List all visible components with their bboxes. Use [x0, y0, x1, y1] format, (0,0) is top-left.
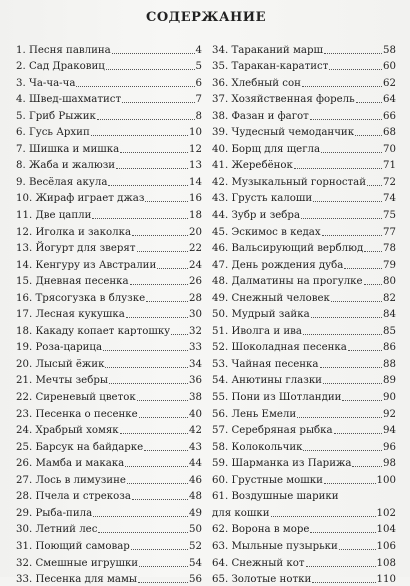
toc-entry-page-number: 104	[377, 523, 396, 536]
toc-entry-page-number: 62	[383, 77, 396, 90]
toc-entry	[212, 387, 396, 404]
toc-entry-page-number: 64	[383, 93, 396, 106]
toc-entry-page-number: 71	[383, 159, 396, 172]
toc-entry-title: 6. Гусь Архип	[16, 126, 90, 139]
toc-entry	[16, 239, 202, 256]
toc-entry-title: 31. Поющий самовар	[16, 540, 130, 553]
dot-leader	[139, 417, 188, 418]
toc-entry-page-number: 90	[383, 391, 396, 404]
dot-leader	[301, 218, 382, 219]
toc-entry-title: 22. Сиреневый цветок	[16, 391, 136, 404]
dot-leader	[92, 218, 188, 219]
toc-entry	[16, 189, 202, 206]
toc-entry-title: 3. Ча-ча-ча	[16, 77, 75, 90]
toc-entry	[212, 40, 396, 57]
toc-entry-title: 65. Золотые нотки	[212, 573, 311, 586]
dot-leader	[132, 499, 188, 500]
toc-entry-page-number: 28	[189, 292, 202, 305]
toc-entry-title: 28. Пчела и стрекоза	[16, 490, 131, 503]
toc-entry-page-number: 80	[383, 275, 396, 288]
dot-leader	[271, 516, 376, 517]
toc-entry-title: 61. Воздушные шарики	[212, 490, 339, 503]
toc-entry-page-number: 88	[383, 358, 396, 371]
toc-entry-page-number: 110	[377, 573, 396, 586]
toc-entry-page-number: 89	[383, 374, 396, 387]
dot-leader	[130, 284, 188, 285]
toc-entry-title: 27. Лось в лимузине	[16, 474, 126, 487]
dot-leader	[324, 483, 376, 484]
toc-entry-title: 35. Таракан-каратист	[212, 60, 328, 73]
toc-entry-page-number: 72	[383, 176, 396, 189]
toc-entry-title: 59. Шарманка из Парижа	[212, 457, 351, 470]
toc-entry	[16, 570, 202, 586]
toc-entry-title: 12. Иголка и заколка	[16, 226, 131, 239]
toc-entry	[16, 470, 202, 487]
dot-leader	[127, 483, 188, 484]
toc-entry-title: 11. Две цапли	[16, 209, 91, 222]
toc-entry-title: 47. День рождения дуба	[212, 259, 343, 272]
toc-columns	[16, 40, 396, 586]
toc-entry-page-number: 60	[383, 60, 396, 73]
dot-leader	[132, 235, 188, 236]
dot-leader	[348, 350, 382, 351]
toc-entry	[212, 437, 396, 454]
toc-entry	[212, 536, 396, 553]
toc-entry-title: 52. Шоколадная песенка	[212, 341, 347, 354]
toc-entry-page-number: 54	[189, 557, 202, 570]
toc-entry	[16, 421, 202, 438]
toc-entry-title: 2. Сад Драковиц	[16, 60, 105, 73]
dot-leader	[367, 185, 382, 186]
toc-entry-title: 15. Дневная песенка	[16, 275, 129, 288]
toc-entry	[16, 487, 202, 504]
toc-entry-page-number: 44	[189, 457, 202, 470]
toc-entry-page-number: 50	[189, 523, 202, 536]
toc-entry	[16, 40, 202, 57]
toc-entry-title: 46. Вальсирующий верблюд	[212, 242, 363, 255]
toc-entry-title: 63. Мыльные пузырьки	[212, 540, 338, 553]
toc-entry-page-number: 98	[383, 457, 396, 470]
toc-entry-title: 8. Жаба и жалюзи	[16, 159, 115, 172]
toc-entry-page-number: 49	[189, 507, 202, 520]
toc-entry-title: 4. Швед-шахматист	[16, 93, 121, 106]
toc-entry	[16, 305, 202, 322]
dot-leader	[145, 201, 188, 202]
toc-entry-page-number: 32	[189, 325, 202, 338]
toc-entry-title: 33. Песенка для мамы	[16, 573, 137, 586]
dot-leader	[355, 135, 382, 136]
dot-leader	[329, 69, 382, 70]
toc-entry-page-number: 8	[196, 110, 202, 123]
toc-entry-title: 44. Зубр и зебра	[212, 209, 300, 222]
toc-entry-page-number: 22	[189, 242, 202, 255]
toc-entry-title: 18. Какаду копает картошку	[16, 325, 170, 338]
toc-entry	[212, 90, 396, 107]
toc-entry-title: 53. Чайная песенка	[212, 358, 319, 371]
toc-entry-title: 7. Шишка и мишка	[16, 143, 119, 156]
toc-entry-page-number: 86	[383, 341, 396, 354]
toc-entry	[212, 520, 396, 537]
toc-entry-title: 13. Йогурт для зверят	[16, 242, 136, 255]
toc-entry-title: 40. Борщ для щегла	[212, 143, 320, 156]
toc-entry-title: 48. Далматины на прогулке	[212, 275, 363, 288]
toc-entry-title: 14. Кенгуру из Австралии	[16, 259, 156, 272]
toc-entry-page-number: 6	[196, 77, 202, 90]
dot-leader	[137, 251, 189, 252]
toc-left-column	[16, 40, 202, 586]
dot-leader	[306, 566, 376, 567]
dot-leader	[310, 119, 382, 120]
toc-entry-page-number: 92	[383, 408, 396, 421]
toc-entry-title: 26. Мамба и макака	[16, 457, 124, 470]
toc-entry-page-number: 100	[377, 474, 396, 487]
toc-entry	[16, 90, 202, 107]
dot-leader	[322, 235, 382, 236]
toc-entry-page-number: 75	[383, 209, 396, 222]
toc-entry	[212, 123, 396, 140]
toc-entry	[212, 205, 396, 222]
dot-leader	[125, 466, 188, 467]
dot-leader	[320, 367, 383, 368]
dot-leader	[139, 566, 188, 567]
toc-entry-title: 37. Хозяйственная форель	[212, 93, 355, 106]
dot-leader	[116, 168, 188, 169]
toc-entry-title: 56. Лень Емели	[212, 408, 296, 421]
toc-entry	[16, 205, 202, 222]
toc-entry	[212, 73, 396, 90]
toc-entry	[212, 272, 396, 289]
dot-leader	[109, 383, 188, 384]
toc-entry-title: 23. Песенка о песенке	[16, 408, 138, 421]
toc-entry-title: 32. Смешные игрушки	[16, 557, 138, 570]
toc-entry-title: 58. Колокольчик	[212, 441, 302, 454]
toc-entry-page-number: 40	[189, 408, 202, 421]
toc-entry-page-number: 14	[189, 176, 202, 189]
toc-entry	[16, 404, 202, 421]
toc-entry	[212, 553, 396, 570]
toc-entry-page-number: 7	[196, 93, 202, 106]
page-title: СОДЕРЖАНИЕ	[16, 10, 396, 26]
toc-entry	[212, 305, 396, 322]
toc-entry-page-number: 42	[189, 424, 202, 437]
toc-entry	[212, 338, 396, 355]
dot-leader	[138, 582, 188, 583]
toc-entry-page-number: 85	[383, 325, 396, 338]
toc-entry	[212, 255, 396, 272]
toc-entry	[212, 371, 396, 388]
dot-leader	[106, 69, 195, 70]
toc-entry	[212, 139, 396, 156]
toc-entry-page-number: 48	[189, 490, 202, 503]
toc-entry-title: 60. Грустные мошки	[212, 474, 323, 487]
toc-entry-page-number: 108	[377, 557, 396, 570]
dot-leader	[310, 532, 375, 533]
toc-right-column	[212, 40, 396, 586]
toc-entry-title: 49. Снежный человек	[212, 292, 330, 305]
toc-entry	[16, 354, 202, 371]
toc-entry-page-number: 12	[189, 143, 202, 156]
dot-leader	[311, 317, 382, 318]
dot-leader	[313, 201, 382, 202]
dot-leader	[294, 168, 382, 169]
toc-entry-page-number: 84	[383, 308, 396, 321]
toc-entry	[16, 73, 202, 90]
toc-entry-page-number: 74	[383, 192, 396, 205]
toc-entry	[16, 106, 202, 123]
toc-entry-title: 16. Трясогузка в блузке	[16, 292, 145, 305]
toc-entry-page-number: 4	[196, 44, 202, 57]
toc-entry-title: 64. Снежный кот	[212, 557, 305, 570]
toc-entry-page-number: 70	[383, 143, 396, 156]
toc-entry-title: 41. Жеребёнок	[212, 159, 293, 172]
toc-entry	[212, 470, 396, 487]
toc-entry-page-number: 58	[383, 44, 396, 57]
toc-entry-title: 38. Фазан и фагот	[212, 110, 309, 123]
dot-leader	[103, 350, 188, 351]
dot-leader	[108, 185, 188, 186]
toc-entry-page-number: 82	[383, 292, 396, 305]
dot-leader	[146, 301, 188, 302]
toc-entry-title: 24. Храбрый хомяк	[16, 424, 119, 437]
toc-entry	[16, 272, 202, 289]
toc-entry-page-number: 33	[189, 341, 202, 354]
toc-entry-page-number: 78	[383, 242, 396, 255]
toc-entry	[16, 139, 202, 156]
toc-entry-title: 50. Мудрый зайка	[212, 308, 310, 321]
dot-leader	[339, 549, 376, 550]
toc-entry	[212, 288, 396, 305]
dot-leader	[105, 367, 188, 368]
dot-leader	[76, 86, 194, 87]
toc-entry-page-number: 13	[189, 159, 202, 172]
dot-leader	[120, 433, 188, 434]
dot-leader	[364, 251, 382, 252]
toc-entry	[16, 454, 202, 471]
toc-entry	[16, 503, 202, 520]
dot-leader	[334, 433, 382, 434]
toc-entry	[16, 57, 202, 74]
dot-leader	[137, 400, 188, 401]
dot-leader	[157, 268, 188, 269]
dot-leader	[302, 86, 382, 87]
toc-entry-title: 21. Мечты зебры	[16, 374, 108, 387]
toc-entry	[212, 404, 396, 421]
toc-entry	[16, 536, 202, 553]
dot-leader	[112, 53, 195, 54]
dot-leader	[364, 284, 382, 285]
toc-entry-page-number: 24	[189, 259, 202, 272]
toc-entry-title: 54. Анютины глазки	[212, 374, 322, 387]
dot-leader	[97, 119, 195, 120]
toc-entry-title: 5. Гриб Рыжик	[16, 110, 96, 123]
toc-entry-title: 62. Ворона в море	[212, 523, 309, 536]
toc-entry	[16, 338, 202, 355]
toc-entry-title: 36. Хлебный сон	[212, 77, 301, 90]
dot-leader	[303, 450, 382, 451]
toc-entry	[212, 570, 396, 586]
toc-entry	[212, 454, 396, 471]
toc-entry	[16, 255, 202, 272]
dot-leader	[93, 516, 188, 517]
dot-leader	[126, 317, 188, 318]
dot-leader	[321, 152, 382, 153]
dot-leader	[98, 532, 188, 533]
toc-entry-page-number: 66	[383, 110, 396, 123]
toc-entry	[16, 172, 202, 189]
dot-leader	[342, 400, 382, 401]
toc-entry	[212, 487, 396, 504]
toc-entry-page-number: 36	[189, 374, 202, 387]
toc-entry	[212, 321, 396, 338]
dot-leader	[323, 383, 382, 384]
toc-entry-title: 43. Грусть калоши	[212, 192, 312, 205]
toc-entry-title: 55. Пони из Шотландии	[212, 391, 341, 404]
toc-entry-page-number: 77	[383, 226, 396, 239]
dot-leader	[344, 268, 382, 269]
dot-leader	[131, 549, 188, 550]
toc-entry-page-number: 20	[189, 226, 202, 239]
toc-entry-title: для кошки	[212, 507, 270, 520]
toc-entry-title: 9. Весёлая акула	[16, 176, 107, 189]
toc-entry	[212, 172, 396, 189]
toc-entry-title: 29. Рыба-пила	[16, 507, 92, 520]
dot-leader	[331, 301, 382, 302]
toc-entry-title: 20. Лысый ёжик	[16, 358, 104, 371]
dot-leader	[171, 334, 188, 335]
toc-entry-page-number: 56	[189, 573, 202, 586]
toc-entry-title: 19. Роза-царица	[16, 341, 102, 354]
toc-entry-page-number: 68	[383, 126, 396, 139]
toc-entry-page-number: 94	[383, 424, 396, 437]
toc-entry-page-number: 102	[377, 507, 396, 520]
toc-entry-title: 45. Эскимос в кедах	[212, 226, 321, 239]
dot-leader	[144, 450, 188, 451]
toc-entry	[212, 57, 396, 74]
dot-leader	[303, 334, 382, 335]
dot-leader	[122, 102, 194, 103]
toc-entry-page-number: 106	[377, 540, 396, 553]
toc-entry	[16, 387, 202, 404]
toc-entry	[212, 106, 396, 123]
toc-entry	[16, 288, 202, 305]
toc-entry	[212, 189, 396, 206]
toc-entry-title: 10. Жираф играет джаз	[16, 192, 144, 205]
dot-leader	[91, 135, 188, 136]
toc-entry-title: 39. Чудесный чемоданчик	[212, 126, 354, 139]
dot-leader	[324, 53, 382, 54]
toc-entry	[16, 321, 202, 338]
toc-entry-title: 51. Иволга и ива	[212, 325, 302, 338]
toc-entry-title: 57. Серебряная рыбка	[212, 424, 333, 437]
toc-entry-title: 34. Тараканий марш	[212, 44, 323, 57]
toc-entry	[16, 437, 202, 454]
toc-entry-title: 17. Лесная кукушка	[16, 308, 125, 321]
toc-entry-title: 25. Барсук на байдарке	[16, 441, 143, 454]
toc-entry	[212, 354, 396, 371]
toc-entry-page-number: 16	[189, 192, 202, 205]
toc-entry	[16, 222, 202, 239]
toc-entry	[16, 156, 202, 173]
toc-entry-page-number: 5	[196, 60, 202, 73]
toc-entry-page-number: 34	[189, 358, 202, 371]
dot-leader	[312, 582, 375, 583]
toc-entry	[16, 520, 202, 537]
toc-entry-page-number: 18	[189, 209, 202, 222]
dot-leader	[120, 152, 188, 153]
toc-entry-page-number: 46	[189, 474, 202, 487]
toc-entry-page-number: 10	[189, 126, 202, 139]
toc-entry	[212, 421, 396, 438]
toc-entry-page-number: 30	[189, 308, 202, 321]
toc-entry	[212, 239, 396, 256]
toc-entry	[212, 503, 396, 520]
toc-entry-page-number: 38	[189, 391, 202, 404]
toc-entry-title: 1. Песня павлина	[16, 44, 111, 57]
toc-entry-title: 42. Музыкальный горностай	[212, 176, 366, 189]
toc-entry-page-number: 79	[383, 259, 396, 272]
toc-entry	[16, 371, 202, 388]
dot-leader	[352, 466, 382, 467]
toc-entry	[212, 156, 396, 173]
toc-entry-page-number: 26	[189, 275, 202, 288]
dot-leader	[356, 102, 382, 103]
toc-entry-title: 30. Летний лес	[16, 523, 97, 536]
toc-entry	[16, 123, 202, 140]
toc-entry	[16, 553, 202, 570]
dot-leader	[297, 417, 382, 418]
toc-entry-page-number: 43	[189, 441, 202, 454]
toc-entry-page-number: 96	[383, 441, 396, 454]
toc-entry	[212, 222, 396, 239]
toc-entry-page-number: 52	[189, 540, 202, 553]
